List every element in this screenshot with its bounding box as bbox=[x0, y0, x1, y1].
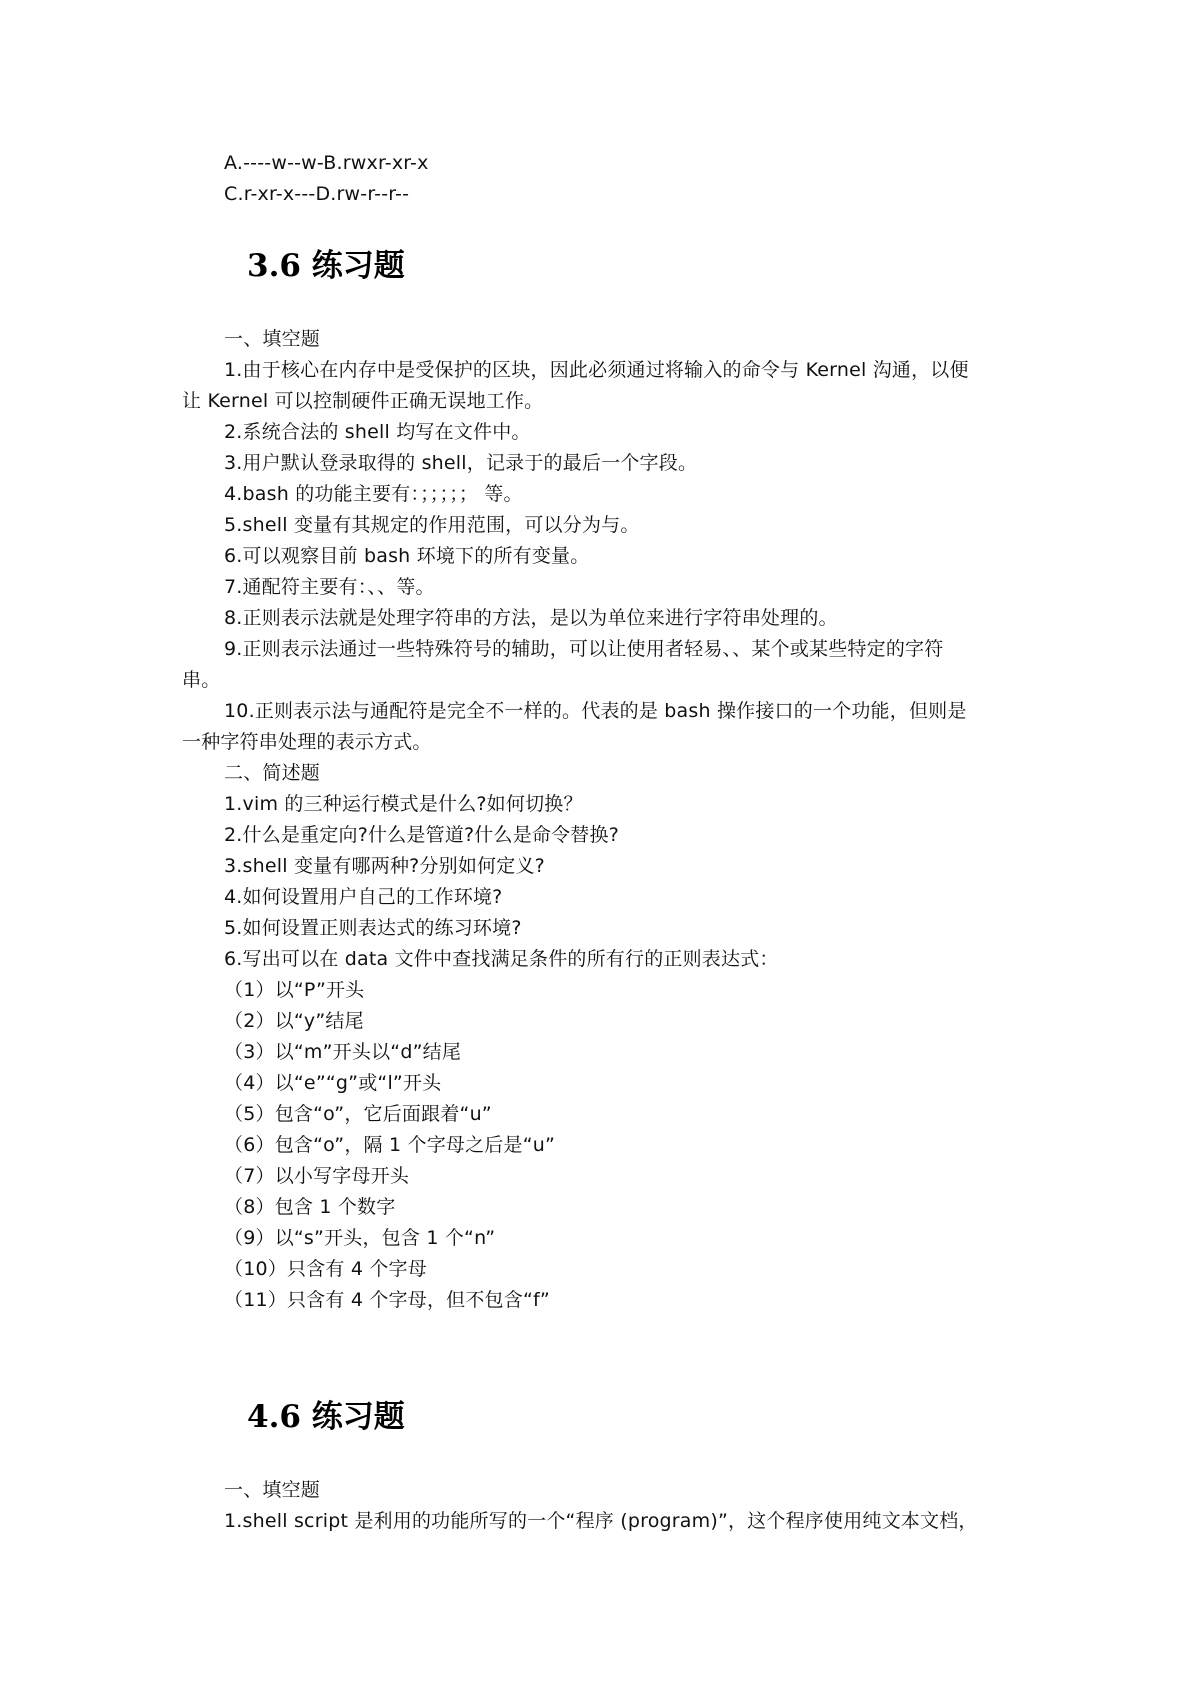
fill-blank-item-2: 2.系统合法的 shell 均写在文件中。 bbox=[224, 421, 531, 443]
regex-task-4: （4）以“e”“g”或“l”开头 bbox=[224, 1072, 442, 1094]
section-heading-4-6: 4.6 练习题 bbox=[247, 1399, 405, 1435]
short-answer-item-3: 3.shell 变量有哪两种?分别如何定义? bbox=[224, 855, 545, 877]
regex-task-10: （10）只含有 4 个字母 bbox=[224, 1258, 427, 1280]
option-line-cd: C.r-xr-x---D.rw-r--r-- bbox=[224, 183, 410, 205]
fill-blank-item-10: 10.正则表示法与通配符是完全不一样的。代表的是 bash 操作接口的一个功能，但则是 bbox=[224, 700, 967, 722]
fill-blank-item-4: 4.bash 的功能主要有：；；；；； 等。 bbox=[224, 483, 523, 505]
regex-task-7: （7）以小写字母开头 bbox=[224, 1165, 410, 1187]
regex-task-11: （11）只含有 4 个字母，但不包含“f” bbox=[224, 1289, 550, 1311]
fill-blank-item-3: 3.用户默认登录取得的 shell，记录于的最后一个字段。 bbox=[224, 452, 698, 474]
short-answer-item-6: 6.写出可以在 data 文件中查找满足条件的所有行的正则表达式： bbox=[224, 948, 779, 970]
section-heading-3-6: 3.6 练习题 bbox=[247, 248, 405, 284]
fill-blank-item-7: 7.通配符主要有：、、等。 bbox=[224, 576, 435, 598]
short-answer-item-5: 5.如何设置正则表达式的练习环境? bbox=[224, 917, 522, 939]
fill-blank-4-6-item-1: 1.shell script 是利用的功能所写的一个“程序 (program)”，这个程序使用纯文本文档， bbox=[224, 1510, 978, 1532]
fill-blank-heading: 一、填空题 bbox=[224, 328, 321, 350]
fill-blank-item-5: 5.shell 变量有其规定的作用范围，可以分为与。 bbox=[224, 514, 640, 536]
fill-blank-item-8: 8.正则表示法就是处理字符串的方法，是以为单位来进行字符串处理的。 bbox=[224, 607, 838, 629]
short-answer-item-1: 1.vim 的三种运行模式是什么?如何切换？ bbox=[224, 793, 583, 815]
fill-blank-heading-4-6: 一、填空题 bbox=[224, 1479, 321, 1501]
fill-blank-item-1-cont: 让 Kernel 可以控制硬件正确无误地工作。 bbox=[182, 390, 544, 412]
regex-task-3: （3）以“m”开头以“d”结尾 bbox=[224, 1041, 462, 1063]
fill-blank-item-10-cont: 一种字符串处理的表示方式。 bbox=[182, 731, 432, 753]
fill-blank-item-9: 9.正则表示法通过一些特殊符号的辅助，可以让使用者轻易、、某个或某些特定的字符 bbox=[224, 638, 944, 660]
regex-task-8: （8）包含 1 个数字 bbox=[224, 1196, 396, 1218]
short-answer-item-2: 2.什么是重定向?什么是管道?什么是命令替换? bbox=[224, 824, 619, 846]
short-answer-heading: 二、简述题 bbox=[224, 762, 321, 784]
regex-task-9: （9）以“s”开头，包含 1 个“n” bbox=[224, 1227, 496, 1249]
fill-blank-item-9-cont: 串。 bbox=[182, 669, 221, 691]
short-answer-item-4: 4.如何设置用户自己的工作环境? bbox=[224, 886, 503, 908]
regex-task-5: （5）包含“o”，它后面跟着“u” bbox=[224, 1103, 492, 1125]
regex-task-2: （2）以“y”结尾 bbox=[224, 1010, 364, 1032]
regex-task-1: （1）以“P”开头 bbox=[224, 979, 365, 1001]
fill-blank-item-6: 6.可以观察目前 bash 环境下的所有变量。 bbox=[224, 545, 590, 567]
option-line-ab: A.----w--w-B.rwxr-xr-x bbox=[224, 152, 429, 174]
regex-task-6: （6）包含“o”，隔 1 个字母之后是“u” bbox=[224, 1134, 556, 1156]
fill-blank-item-1: 1.由于核心在内存中是受保护的区块，因此必须通过将输入的命令与 Kernel 沟通，以便 bbox=[224, 359, 969, 381]
